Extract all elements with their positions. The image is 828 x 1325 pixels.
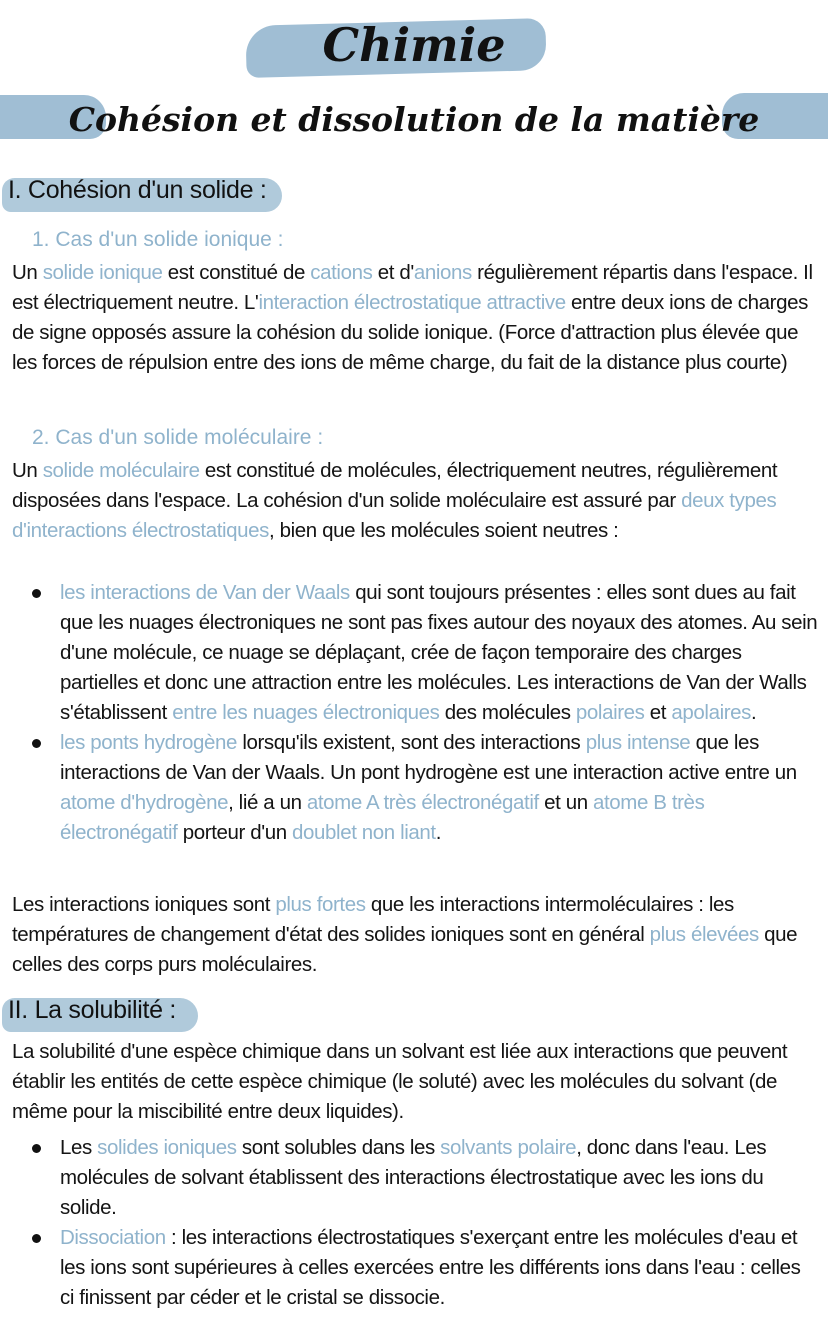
- text-segment: lorsqu'ils existent, sont des interactions: [237, 731, 586, 754]
- text-segment: est constitué de molécules, électriquement neutres, régulièrement disposées dans l'espace. La cohésion d'un solide moléculaire est assuré par: [12, 459, 778, 512]
- bullet-dot: [32, 589, 41, 598]
- subsection1-heading: 1. Cas d'un solide ionique :: [32, 228, 284, 251]
- highlighted-term: solide ionique: [42, 261, 163, 284]
- text-segment: porteur d'un: [177, 821, 293, 844]
- section1-conclusion: [12, 890, 818, 980]
- text-segment: et un: [538, 791, 593, 814]
- highlighted-term: entre les nuages électroniques: [172, 701, 440, 724]
- text-segment: et: [644, 701, 672, 724]
- subsection2-heading: 2. Cas d'un solide moléculaire :: [32, 426, 324, 449]
- text-segment: que les interactions de Van der Waals. Un pont hydrogène est une interaction active entre un: [60, 731, 797, 784]
- highlighted-term: solvants polaire: [440, 1136, 577, 1159]
- section1-heading-wrap: [8, 176, 267, 205]
- section2-heading: II. La solubilité :: [8, 996, 177, 1024]
- text-segment: régulièrement répartis dans l'espace. Il est électriquement neutre. L': [12, 261, 813, 314]
- highlighted-term: solides ioniques: [97, 1136, 237, 1159]
- highlighted-term: cations: [310, 261, 373, 284]
- highlighted-term: les ponts hydrogène: [60, 731, 238, 754]
- bullet-text: [60, 1136, 766, 1219]
- page-title: Chimie: [322, 18, 506, 72]
- highlighted-term: plus intense: [585, 731, 691, 754]
- text-segment: Un: [12, 261, 43, 284]
- highlighted-term: doublet non liant: [292, 821, 436, 844]
- highlighted-term: atome d'hydrogène: [60, 791, 229, 814]
- highlighted-term: les interactions de Van der Waals: [60, 581, 350, 604]
- text-segment: sont solubles dans les: [236, 1136, 441, 1159]
- bullet-dot: [32, 1234, 41, 1243]
- bullet-solides-ioniques: [12, 1133, 818, 1223]
- text-segment: que celles des corps purs moléculaires.: [12, 923, 798, 976]
- bullet-van-der-waals: [12, 578, 818, 728]
- subsection2-paragraph: [12, 456, 818, 546]
- text-segment: .: [435, 821, 442, 844]
- text-segment: qui sont toujours présentes : elles sont dues au fait que les nuages électroniques ne sont pas fixes autour des noyaux des atomes. Au sein d'une molécule, ce nuage se déplaçant, crée de façon temporaire des charges partielles et donc une attraction entre les molécules. Les interactions de Van der Walls s'établissent: [60, 581, 818, 724]
- highlighted-term: plus élevées: [649, 923, 759, 946]
- section2-paragraph: [12, 1037, 818, 1127]
- highlighted-term: atome A très électronégatif: [306, 791, 539, 814]
- subsection1-paragraph: [12, 258, 818, 378]
- text-segment: , donc dans l'eau. Les molécules de solvant établissent des interactions électrostatique avec les ions du solide.: [60, 1136, 767, 1219]
- text-segment: , lié a un: [228, 791, 307, 814]
- highlighted-term: deux types d'interactions électrostatiques: [12, 489, 777, 542]
- bullet-text: [60, 731, 797, 844]
- highlighted-term: interaction électrostatique attractive: [258, 291, 566, 314]
- text-segment: que les interactions intermoléculaires : les températures de changement d'état des solides ioniques sont en général: [12, 893, 734, 946]
- section1-heading: I. Cohésion d'un solide :: [8, 176, 267, 204]
- text-segment: .: [751, 701, 757, 724]
- section2-heading-wrap: [8, 996, 176, 1025]
- text-segment: des molécules: [439, 701, 576, 724]
- bullet-dissociation: [12, 1223, 818, 1313]
- text-segment: Les interactions ioniques sont: [12, 893, 276, 916]
- bullet-ponts-hydrogene: [12, 728, 818, 848]
- text-segment: est constitué de: [162, 261, 311, 284]
- text-segment: La solubilité d'une espèce chimique dans un solvant est liée aux interactions que peuvent établir les entités de cette espèce chimique (le soluté) avec les molécules du solvant (de même pour la miscibilité entre deux liquides).: [12, 1040, 788, 1123]
- text-segment: et d': [372, 261, 414, 284]
- text-segment: : les interactions électrostatiques s'exerçant entre les molécules d'eau et les ions sont supérieures à celles exercées entre les différents ions dans l'eau : celles ci finissent par céder et le cristal se dissocie.: [60, 1226, 801, 1309]
- highlighted-term: polaires: [575, 701, 645, 724]
- text-segment: Un: [12, 459, 43, 482]
- subsection2-bullet-list: [12, 578, 818, 848]
- highlighted-term: apolaires: [671, 701, 751, 724]
- highlighted-term: solide moléculaire: [42, 459, 200, 482]
- highlighted-term: Dissociation: [60, 1226, 166, 1249]
- bullet-dot: [32, 739, 41, 748]
- page-subtitle: Cohésion et dissolution de la matière: [68, 100, 760, 139]
- section2-bullet-list: [12, 1133, 818, 1313]
- bullet-text: [60, 1226, 801, 1309]
- text-segment: Les: [60, 1136, 98, 1159]
- text-segment: , bien que les molécules soient neutres :: [269, 519, 619, 542]
- highlighted-term: plus fortes: [275, 893, 366, 916]
- text-segment: entre deux ions de charges de signe opposés assure la cohésion du solide ionique. (Force d'attraction plus élevée que les forces de répulsion entre des ions de même charge, du fait de la distance plus courte): [12, 291, 808, 374]
- highlighted-term: atome B très électronégatif: [60, 791, 705, 844]
- bullet-dot: [32, 1144, 41, 1153]
- bullet-text: [60, 581, 817, 724]
- highlighted-term: anions: [413, 261, 472, 284]
